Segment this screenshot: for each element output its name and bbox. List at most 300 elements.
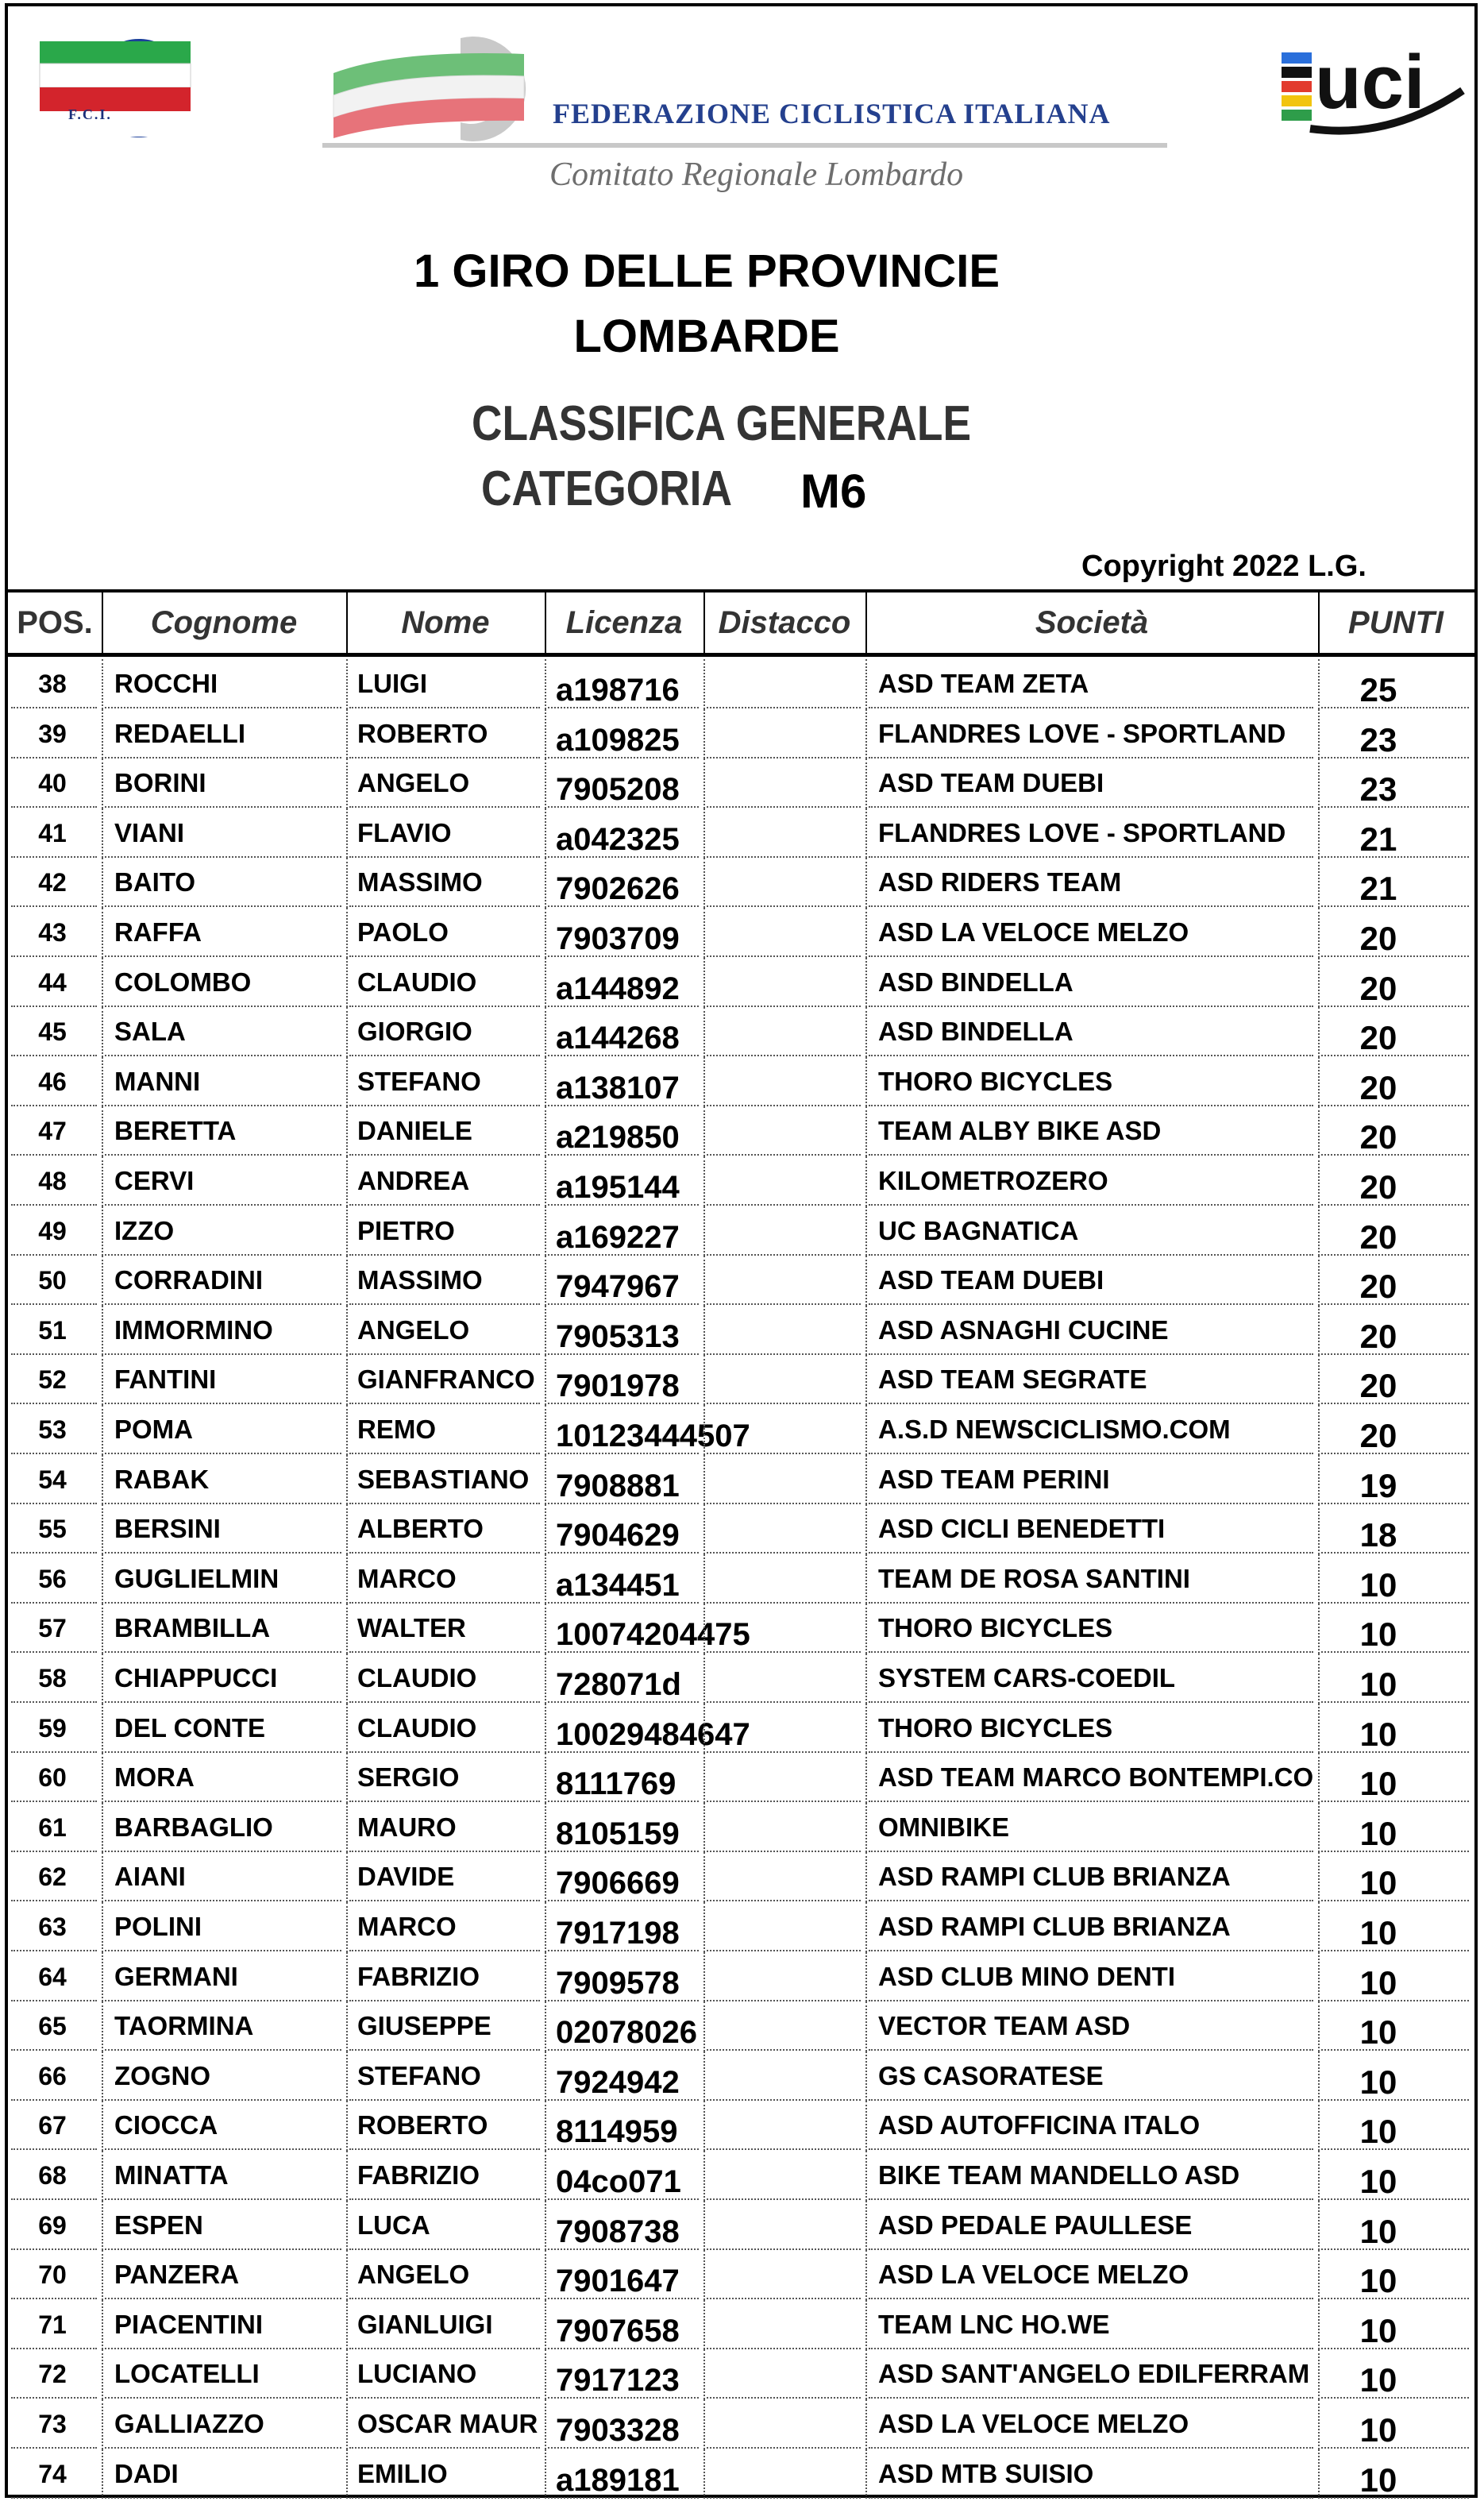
col-divider	[1318, 1256, 1320, 1306]
row-surname: CHIAPPUCCI	[114, 1663, 278, 1693]
row-position: 62	[38, 1862, 67, 1892]
col-divider	[102, 1654, 103, 1704]
col-divider	[1318, 1057, 1320, 1107]
row-divider	[349, 2497, 540, 2499]
col-divider	[545, 2300, 546, 2350]
col-divider	[346, 2300, 348, 2350]
col-divider	[865, 1753, 867, 1803]
col-divider	[865, 1057, 867, 1107]
col-divider	[346, 1405, 348, 1455]
row-points: 20	[1359, 1417, 1397, 1454]
row-surname: POLINI	[114, 1912, 202, 1941]
col-divider	[865, 1952, 867, 2002]
row-position: 72	[38, 2360, 67, 2389]
row-divider	[105, 2497, 341, 2499]
col-divider	[703, 2201, 705, 2251]
table-row	[8, 758, 1474, 808]
table-row	[8, 1753, 1474, 1802]
col-divider	[545, 1405, 546, 1455]
col-divider	[102, 2151, 103, 2201]
col-divider	[703, 1803, 705, 1853]
row-first-name: ANGELO	[357, 768, 470, 798]
row-position: 65	[38, 2012, 67, 2041]
row-team: ASD TEAM DUEBI	[878, 1265, 1104, 1295]
event-title-line1: 1 GIRO DELLE PROVINCIE	[414, 245, 1000, 297]
col-separator	[346, 592, 348, 653]
col-divider	[545, 908, 546, 958]
table-row	[8, 1803, 1474, 1852]
row-divider	[707, 2497, 861, 2499]
row-license: 7905313	[556, 1318, 680, 1354]
row-team: ASD LA VELOCE MELZO	[878, 2260, 1189, 2290]
col-divider	[1318, 2001, 1320, 2051]
col-divider	[703, 1952, 705, 2002]
row-team: ASD TEAM DUEBI	[878, 768, 1104, 798]
col-divider	[102, 2300, 103, 2350]
row-points: 10	[1359, 1814, 1397, 1852]
row-team: VECTOR TEAM ASD	[878, 2011, 1131, 2041]
row-license: 7924942	[556, 2064, 680, 2100]
col-divider	[865, 1504, 867, 1554]
col-divider	[102, 1852, 103, 1902]
col-divider	[545, 1654, 546, 1704]
col-divider	[102, 1405, 103, 1455]
table-row	[8, 1952, 1474, 2001]
row-position: 42	[38, 868, 67, 897]
col-divider	[102, 2250, 103, 2300]
col-divider	[346, 2399, 348, 2449]
col-divider	[1318, 2349, 1320, 2399]
row-surname: CERVI	[114, 1166, 195, 1195]
col-header-name: Nome	[401, 604, 490, 640]
row-team: ASD CICLI BENEDETTI	[878, 1514, 1166, 1544]
row-points: 10	[1359, 2461, 1397, 2499]
row-first-name: DAVIDE	[357, 1862, 455, 1892]
row-position: 73	[38, 2410, 67, 2438]
row-first-name: ANGELO	[357, 1314, 470, 1345]
col-divider	[346, 2001, 348, 2051]
row-position: 74	[38, 2459, 67, 2488]
row-first-name: LUCA	[357, 2210, 430, 2240]
table-row	[8, 2151, 1474, 2200]
col-divider	[865, 2051, 867, 2102]
col-divider	[545, 1704, 546, 1754]
row-points: 10	[1359, 1615, 1397, 1654]
table-row	[8, 1654, 1474, 1703]
col-divider	[865, 2250, 867, 2300]
row-first-name: FABRIZIO	[357, 2160, 480, 2190]
col-divider	[1318, 1106, 1320, 1156]
uci-logo	[1278, 35, 1477, 143]
row-surname: ROCCHI	[114, 669, 218, 698]
row-team: ASD SANT'ANGELO EDILFERRAM	[878, 2359, 1310, 2389]
col-divider	[703, 1902, 705, 1952]
table-row	[8, 908, 1474, 957]
table-row	[8, 1355, 1474, 1404]
col-divider	[545, 1604, 546, 1654]
row-team: ASD BINDELLA	[878, 967, 1073, 997]
col-divider	[703, 1604, 705, 1654]
row-position: 70	[38, 2260, 67, 2290]
col-divider	[102, 858, 103, 908]
row-points: 20	[1359, 1168, 1397, 1206]
col-divider	[1318, 958, 1320, 1008]
col-divider	[346, 908, 348, 958]
row-license: 8111769	[556, 1766, 676, 1802]
col-divider	[346, 1704, 348, 1754]
row-surname: PIACENTINI	[114, 2309, 264, 2339]
row-position: 38	[38, 670, 67, 698]
col-divider	[545, 2399, 546, 2449]
row-team: SYSTEM CARS-COEDIL	[878, 1663, 1176, 1693]
col-divider	[102, 809, 103, 859]
row-surname: BRAMBILLA	[114, 1613, 271, 1643]
row-team: ASD PEDALE PAULLESE	[878, 2210, 1193, 2240]
table-row	[8, 2250, 1474, 2299]
col-divider	[545, 1902, 546, 1952]
col-divider	[703, 2051, 705, 2102]
col-divider	[102, 1704, 103, 1754]
row-first-name: WALTER	[357, 1613, 466, 1643]
row-license: 8114959	[556, 2114, 678, 2150]
row-position: 71	[38, 2310, 67, 2339]
col-divider	[346, 1355, 348, 1405]
row-points: 25	[1359, 671, 1397, 708]
row-first-name: DANIELE	[357, 1116, 472, 1146]
row-surname: CIOCCA	[114, 2110, 218, 2140]
col-divider	[545, 1504, 546, 1554]
col-divider	[1318, 2300, 1320, 2350]
row-license: a198716	[556, 673, 680, 708]
col-divider	[703, 1256, 705, 1306]
table-row	[8, 1156, 1474, 1206]
row-license: 8105159	[556, 1816, 680, 1851]
row-license: 10123444507	[556, 1418, 750, 1453]
row-team: UC BAGNATICA	[878, 1215, 1079, 1245]
col-divider	[865, 2001, 867, 2051]
col-divider	[1318, 1206, 1320, 1256]
row-position: 54	[38, 1465, 67, 1494]
row-license: a042325	[556, 821, 680, 857]
col-divider	[545, 2001, 546, 2051]
col-divider	[1318, 1405, 1320, 1455]
col-divider	[703, 758, 705, 809]
row-team: THORO BICYCLES	[878, 1712, 1113, 1743]
committee-subtitle: Comitato Regionale Lombardo	[549, 156, 964, 193]
row-position: 48	[38, 1167, 67, 1195]
col-divider	[1318, 1654, 1320, 1704]
row-license: 7902626	[556, 871, 680, 907]
col-divider	[102, 659, 103, 709]
col-divider	[1318, 2101, 1320, 2151]
row-first-name: REMO	[357, 1415, 436, 1444]
row-license: 04co071	[556, 2164, 681, 2199]
col-divider	[703, 1704, 705, 1754]
col-divider	[1318, 1455, 1320, 1505]
col-divider	[346, 659, 348, 709]
row-first-name: MASSIMO	[357, 867, 483, 897]
table-row	[8, 1704, 1474, 1753]
row-position: 51	[38, 1315, 67, 1345]
col-header-pos: POS.	[17, 604, 93, 640]
col-divider	[545, 2449, 546, 2499]
col-separator	[102, 592, 103, 653]
row-points: 10	[1359, 2361, 1397, 2399]
col-separator	[703, 592, 705, 653]
fci-logo-text: F.C.I.	[68, 106, 112, 122]
col-divider	[1318, 758, 1320, 809]
col-divider	[102, 1604, 103, 1654]
col-divider	[703, 1554, 705, 1604]
col-divider	[865, 908, 867, 958]
row-license: 7905208	[556, 772, 680, 808]
col-divider	[865, 858, 867, 908]
row-license: 7903709	[556, 921, 680, 956]
col-divider	[703, 2250, 705, 2300]
row-license: 728071d	[556, 1667, 681, 1702]
col-divider	[703, 1106, 705, 1156]
row-surname: BAITO	[114, 867, 196, 897]
row-points: 10	[1359, 2262, 1397, 2300]
fci-logo	[37, 37, 213, 140]
col-header-license: Licenza	[565, 604, 683, 640]
col-divider	[545, 1803, 546, 1853]
row-license: 10029484647	[556, 1716, 750, 1752]
col-divider	[346, 1156, 348, 1206]
col-divider	[545, 1256, 546, 1306]
row-position: 44	[38, 967, 67, 997]
event-title-line2: LOMBARDE	[573, 311, 840, 362]
row-points: 10	[1359, 2063, 1397, 2101]
col-divider	[703, 908, 705, 958]
col-divider	[545, 1455, 546, 1505]
row-surname: VIANI	[114, 817, 185, 847]
col-divider	[1318, 1554, 1320, 1604]
row-license: 7901647	[556, 2264, 680, 2299]
table-row	[8, 2101, 1474, 2150]
row-position: 57	[38, 1614, 67, 1643]
col-divider	[703, 2001, 705, 2051]
table-row	[8, 709, 1474, 758]
col-divider	[865, 2399, 867, 2449]
col-divider	[545, 1306, 546, 1356]
category-value: M6	[800, 465, 867, 518]
col-divider	[1318, 709, 1320, 759]
row-points: 23	[1359, 770, 1397, 809]
row-license: 7909578	[556, 1965, 680, 2001]
row-license: a144892	[556, 971, 680, 1006]
row-position: 63	[38, 1913, 67, 1941]
col-divider	[1318, 659, 1320, 709]
col-divider	[703, 1355, 705, 1405]
row-first-name: ROBERTO	[357, 718, 488, 748]
col-divider	[1318, 1604, 1320, 1654]
row-team: THORO BICYCLES	[878, 1066, 1113, 1096]
row-surname: FANTINI	[114, 1364, 217, 1395]
table-row	[8, 2001, 1474, 2051]
col-divider	[346, 1256, 348, 1306]
row-position: 67	[38, 2111, 67, 2140]
col-divider	[346, 858, 348, 908]
row-team: ASD TEAM PERINI	[878, 1464, 1110, 1494]
row-team: ASD LA VELOCE MELZO	[878, 917, 1189, 947]
col-divider	[346, 1952, 348, 2002]
row-license: a144268	[556, 1021, 680, 1056]
col-divider	[346, 1803, 348, 1853]
col-divider	[545, 1952, 546, 2002]
col-divider	[1318, 809, 1320, 859]
col-divider	[346, 809, 348, 859]
row-points: 10	[1359, 1765, 1397, 1803]
row-team: ASD TEAM SEGRATE	[878, 1364, 1147, 1395]
table-row	[8, 1007, 1474, 1056]
row-first-name: LUCIANO	[357, 2359, 477, 2389]
col-divider	[703, 2399, 705, 2449]
col-divider	[102, 1952, 103, 2002]
row-first-name: ANDREA	[357, 1166, 470, 1195]
col-divider	[346, 1455, 348, 1505]
row-first-name: GIORGIO	[357, 1017, 472, 1047]
col-divider	[346, 1852, 348, 1902]
row-first-name: CLAUDIO	[357, 1663, 477, 1693]
col-divider	[865, 1554, 867, 1604]
row-first-name: SEBASTIANO	[357, 1464, 530, 1494]
col-divider	[545, 809, 546, 859]
table-row	[8, 659, 1474, 708]
row-team: ASD CLUB MINO DENTI	[878, 1961, 1175, 1991]
col-divider	[545, 2349, 546, 2399]
row-surname: BERETTA	[114, 1116, 237, 1146]
col-divider	[1318, 1156, 1320, 1206]
row-surname: POMA	[114, 1415, 193, 1444]
row-points: 19	[1359, 1466, 1397, 1504]
col-divider	[346, 1057, 348, 1107]
row-team: THORO BICYCLES	[878, 1613, 1113, 1643]
row-first-name: GIANFRANCO	[357, 1364, 535, 1395]
row-position: 68	[38, 2161, 67, 2190]
col-divider	[545, 1753, 546, 1803]
row-surname: DEL CONTE	[114, 1712, 266, 1743]
row-divider	[1321, 2497, 1469, 2499]
col-divider	[346, 2449, 348, 2499]
table-row	[8, 1106, 1474, 1156]
copyright-note: Copyright 2022 L.G.	[1081, 550, 1366, 583]
col-divider	[346, 2201, 348, 2251]
row-surname: COLOMBO	[114, 967, 252, 997]
row-position: 64	[38, 1962, 67, 1991]
row-license: a219850	[556, 1120, 680, 1156]
col-divider	[1318, 2051, 1320, 2102]
row-license: a169227	[556, 1219, 680, 1255]
row-first-name: STEFANO	[357, 2060, 481, 2090]
row-license: 7907658	[556, 2313, 680, 2349]
table-row	[8, 1405, 1474, 1454]
table-row	[8, 2349, 1474, 2399]
col-divider	[703, 2449, 705, 2499]
col-divider	[1318, 1007, 1320, 1057]
col-divider	[102, 2349, 103, 2399]
row-team: ASD TEAM MARCO BONTEMPI.CO	[878, 1762, 1314, 1793]
col-divider	[545, 2051, 546, 2102]
row-surname: BORINI	[114, 768, 206, 798]
row-points: 20	[1359, 1218, 1397, 1256]
col-divider	[865, 2101, 867, 2151]
col-divider	[102, 1504, 103, 1554]
row-points: 20	[1359, 920, 1397, 957]
col-divider	[703, 1852, 705, 1902]
col-header-gap: Distacco	[718, 604, 851, 640]
col-divider	[545, 659, 546, 709]
col-divider	[703, 1455, 705, 1505]
col-divider	[346, 1504, 348, 1554]
col-divider	[102, 1306, 103, 1356]
row-points: 18	[1359, 1516, 1397, 1554]
col-divider	[1318, 2449, 1320, 2499]
row-position: 43	[38, 918, 67, 947]
row-position: 60	[38, 1763, 67, 1793]
row-position: 61	[38, 1812, 67, 1842]
col-header-points: PUNTI	[1348, 604, 1444, 640]
col-divider	[102, 1007, 103, 1057]
row-surname: BARBAGLIO	[114, 1812, 273, 1842]
col-divider	[346, 2101, 348, 2151]
row-points: 10	[1359, 1665, 1397, 1703]
row-points: 20	[1359, 1118, 1397, 1156]
col-divider	[545, 858, 546, 908]
row-points: 21	[1359, 870, 1397, 908]
col-divider	[865, 758, 867, 809]
row-license: 7901978	[556, 1368, 680, 1404]
row-team: TEAM ALBY BIKE ASD	[878, 1116, 1162, 1146]
row-license: 10074204475	[556, 1617, 750, 1653]
col-divider	[865, 1902, 867, 1952]
col-separator	[1318, 592, 1320, 653]
row-surname: GERMANI	[114, 1961, 238, 1991]
row-surname: BERSINI	[114, 1514, 221, 1544]
col-divider	[545, 1554, 546, 1604]
row-first-name: EMILIO	[357, 2458, 448, 2488]
col-header-team: Società	[1035, 604, 1149, 640]
row-first-name: PIETRO	[357, 1215, 455, 1245]
col-divider	[346, 2250, 348, 2300]
col-divider	[703, 1306, 705, 1356]
col-divider	[102, 1554, 103, 1604]
col-divider	[1318, 1306, 1320, 1356]
col-divider	[865, 1256, 867, 1306]
row-license: a109825	[556, 722, 680, 758]
row-first-name: MARCO	[357, 1912, 457, 1941]
row-surname: MORA	[114, 1762, 195, 1793]
row-points: 20	[1359, 1367, 1397, 1405]
col-divider	[102, 758, 103, 809]
col-divider	[703, 1007, 705, 1057]
table-row	[8, 1306, 1474, 1355]
row-points: 10	[1359, 2113, 1397, 2151]
row-surname: PANZERA	[114, 2260, 240, 2290]
row-team: BIKE TEAM MANDELLO ASD	[878, 2160, 1240, 2190]
table-row	[8, 1902, 1474, 1951]
col-divider	[545, 958, 546, 1008]
col-divider	[545, 1007, 546, 1057]
col-divider	[545, 1156, 546, 1206]
col-divider	[1318, 1704, 1320, 1754]
row-team: GS CASORATESE	[878, 2060, 1104, 2090]
row-first-name: PAOLO	[357, 917, 449, 947]
row-team: ASD RAMPI CLUB BRIANZA	[878, 1862, 1231, 1892]
col-divider	[1318, 1753, 1320, 1803]
col-divider	[703, 2300, 705, 2350]
col-divider	[346, 709, 348, 759]
